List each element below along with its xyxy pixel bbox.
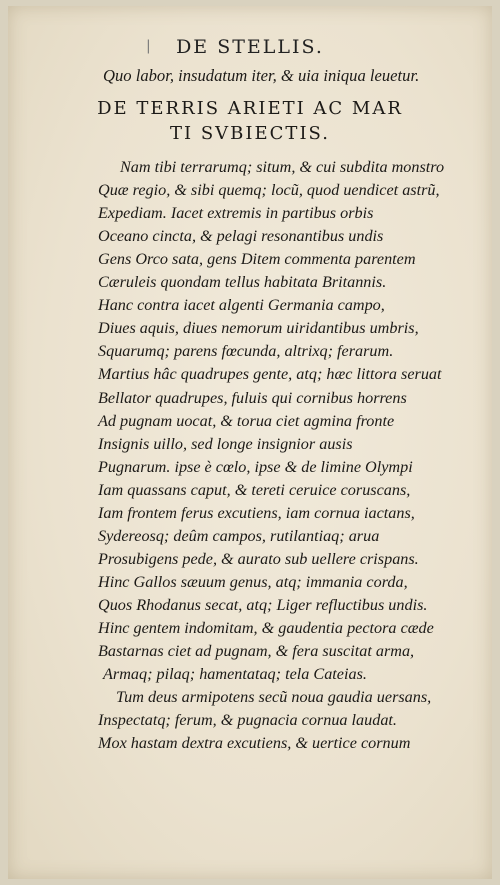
verse-line: Tum deus armipotens secũ noua gaudia uersans,	[116, 688, 432, 707]
running-head	[8, 36, 492, 58]
verse-line: Iam frontem ferus excutiens, iam cornua iactans,	[98, 503, 415, 522]
running-head-mark: |	[146, 38, 153, 54]
verse-line: Prosubigens pede, & aurato sub uellere crispans.	[98, 549, 419, 568]
verse-line: Ad pugnam uocat, & torua ciet agmina fronte	[98, 411, 395, 430]
verse-line: Squarumq; parens fœcunda, altrixq; ferarum.	[98, 342, 394, 361]
book-page	[8, 6, 492, 879]
verse-line: Diues aquis, diues nemorum uiridantibus umbris,	[98, 319, 419, 338]
verse-line: Bellator quadrupes, fuluis qui cornibus horrens	[98, 388, 407, 407]
closing-verse: Quo labor, insudatum iter, & uia iniqua leuetur.	[103, 66, 420, 85]
verse-line: Bastarnas ciet ad pugnam, & fera suscitat arma,	[98, 642, 415, 661]
verse-line: Hanc contra iacet algenti Germania campo,	[98, 296, 385, 315]
verse-line: Martius hâc quadrupes gente, atq; hæc littora seruat	[98, 365, 442, 384]
section-heading-line-1: DE TERRIS ARIETI AC MAR	[97, 98, 403, 119]
running-head-title: DE STELLIS.	[176, 36, 324, 58]
section-heading-line-2: TI SVBIECTIS.	[170, 123, 330, 144]
verse-line: Quæ regio, & sibi quemq; locũ, quod uendicet astrũ,	[98, 181, 440, 200]
verse-line: Quos Rhodanus secat, atq; Liger refluctibus undis.	[98, 595, 428, 614]
verse-line: Pugnarum. ipse è cœlo, ipse & de limine Olympi	[98, 457, 413, 476]
verse-line: Sydereosq; deûm campos, rutilantiaq; arua	[98, 526, 380, 545]
verse-line: Nam tibi terrarumq; situm, & cui subdita monstro	[120, 158, 445, 176]
verse-line: Inspectatq; ferum, & pugnacia cornua laudat.	[98, 711, 397, 730]
verse-line: Gens Orco sata, gens Ditem commenta parentem	[98, 250, 416, 269]
verse-line: Insignis uillo, sed longe insignior ausis	[98, 434, 353, 453]
verse-line: Oceano cincta, & pelagi resonantibus undis	[98, 227, 384, 246]
verse-line: Mox hastam dextra excutiens, & uertice cornum	[98, 734, 411, 753]
verse-line: Expediam. Iacet extremis in partibus orbis	[98, 204, 374, 223]
verse-line: Hinc Gallos sæuum genus, atq; immania corda,	[98, 572, 408, 591]
verse-line: Cæruleis quondam tellus habitata Britannis.	[98, 273, 387, 292]
verse-line: Iam quassans caput, & tereti ceruice coruscans,	[98, 480, 411, 499]
verse-line: Armaq; pilaq; hamentataq; tela Cateias.	[103, 665, 367, 684]
verse-line: Hinc gentem indomitam, & gaudentia pectora cæde	[98, 619, 434, 637]
